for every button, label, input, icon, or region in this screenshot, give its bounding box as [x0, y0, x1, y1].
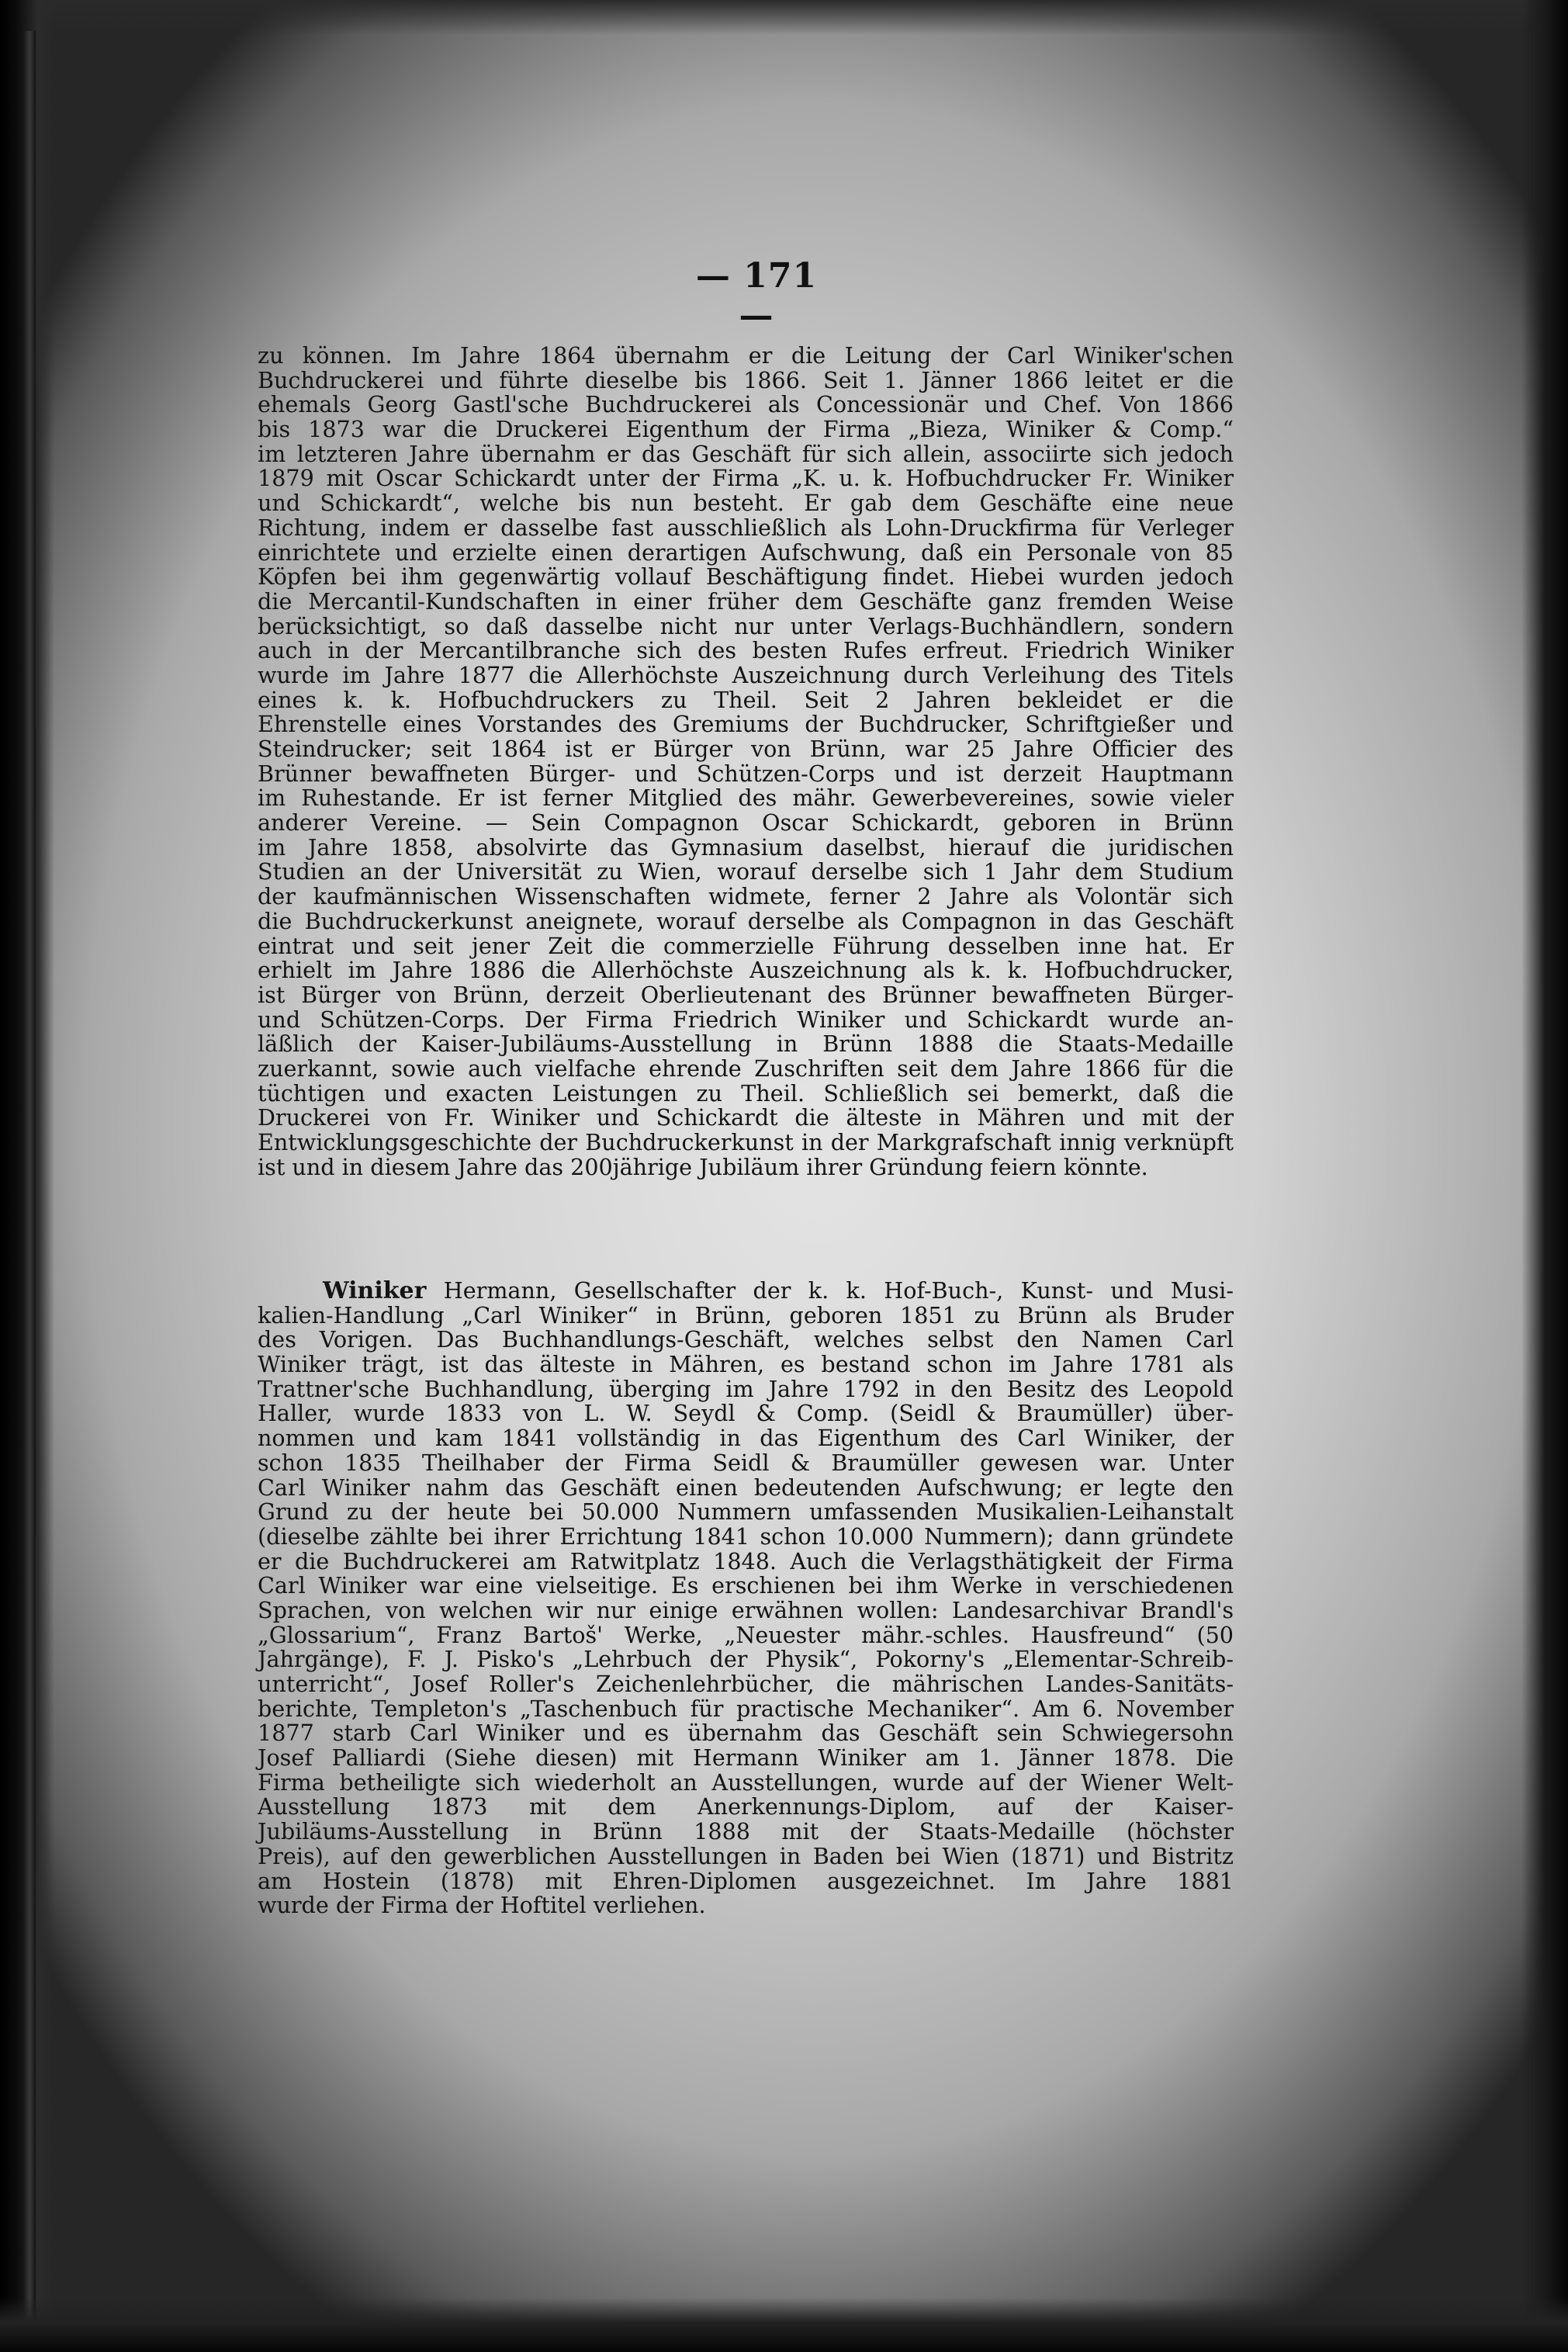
text-line: Jahrgänge), F. J. Pisko's „Lehrbuch der Physik“, Pokorny's „Elementar-Schreib-	[258, 1646, 1234, 1673]
scan-binding-edge	[23, 31, 36, 2320]
text-line: anderer Vereine. — Sein Compagnon Oscar Schickardt, geboren in Brünn	[258, 809, 1234, 837]
text-line: Firma betheiligte sich wiederholt an Ausstellungen, wurde auf der Wiener Welt-	[258, 1768, 1234, 1796]
text-line: wurde im Jahre 1877 die Allerhöchste Auszeichnung durch Verleihung des Titels	[258, 661, 1234, 688]
text-line: und Schickardt“, welche bis nun besteht. Er gab dem Geschäfte eine neue	[258, 490, 1234, 517]
text-line: Carl Winiker war eine vielseitige. Es erschienen bei ihm Werke in verschiedenen	[258, 1572, 1234, 1599]
text-line: Brünner bewaffneten Bürger- und Schützen-Corps und ist derzeit Hauptmann	[258, 760, 1234, 787]
entry-lemma: Winiker	[323, 1277, 427, 1304]
text-line: Sprachen, von welchen wir nur einige erwähnen wollen: Landesarchivar Brandl's	[258, 1596, 1234, 1623]
text-line: die Buchdruckerkunst aneignete, worauf derselbe als Compagnon in das Geschäft	[258, 907, 1234, 934]
scan-shadow-top	[0, 0, 1568, 35]
text-line: ist und in diesem Jahre das 200jährige Jubiläum ihrer Gründung feiern könnte.	[258, 1153, 1148, 1180]
text-line: zuerkannt, sowie auch vielfache ehrende Zuschriften seit dem Jahre 1866 für die	[258, 1055, 1234, 1082]
entry-first-line-text: Hermann, Gesellschafter der k. k. Hof-Buch-, Kunst- und Musi-	[443, 1277, 1234, 1304]
text-line: nommen und kam 1841 vollständig in das Eigenthum des Carl Winiker, der	[258, 1425, 1234, 1452]
entry-first-line	[258, 1279, 1234, 1304]
text-line: bis 1873 war die Druckerei Eigenthum der Firma „Bieza, Winiker & Comp.“	[258, 416, 1234, 443]
page-number: — 171 —	[695, 256, 818, 335]
text-line: Carl Winiker nahm das Geschäft einen bedeutenden Aufschwung; er legte den	[258, 1474, 1234, 1501]
text-line: Haller, wurde 1833 von L. W. Seydl & Comp. (Seidl & Braumüller) über-	[258, 1400, 1234, 1427]
text-line: des Vorigen. Das Buchhandlungs-Geschäft, welches selbst den Namen Carl	[258, 1326, 1234, 1353]
text-line: kalien-Handlung „Carl Winiker“ in Brünn, geboren 1851 zu Brünn als Bruder	[258, 1301, 1234, 1328]
text-line: schon 1835 Theilhaber der Firma Seidl & Braumüller gewesen war. Unter	[258, 1449, 1234, 1476]
text-line: ist Bürger von Brünn, derzeit Oberlieutenant des Brünner bewaffneten Bürger-	[258, 981, 1234, 1008]
text-line: Entwicklungsgeschichte der Buchdruckerkunst in der Markgrafschaft innig verknüpft	[258, 1129, 1234, 1155]
text-line: im Ruhestande. Er ist ferner Mitglied des mähr. Gewerbevereines, sowie vieler	[258, 785, 1234, 812]
text-line: Studien an der Universität zu Wien, worauf derselbe sich 1 Jahr dem Studium	[258, 858, 1234, 885]
text-line: berücksichtigt, so daß dasselbe nicht nur unter Verlags-Buchhändlern, sondern	[258, 612, 1234, 639]
text-line: der kaufmännischen Wissenschaften widmete, ferner 2 Jahre als Volontär sich	[258, 883, 1234, 910]
text-line: läßlich der Kaiser-Jubiläums-Ausstellung in Brünn 1888 die Staats-Medaille	[258, 1031, 1234, 1058]
text-line: Josef Palliardi (Siehe diesen) mit Hermann Winiker am 1. Jänner 1878. Die	[258, 1744, 1234, 1772]
text-line: erhielt im Jahre 1886 die Allerhöchste Auszeichnung als k. k. Hofbuchdrucker,	[258, 957, 1234, 984]
text-line: 1877 starb Carl Winiker und es übernahm das Geschäft sein Schwiegersohn	[258, 1720, 1234, 1747]
text-line: er die Buchdruckerei am Ratwitplatz 1848. Auch die Verlagsthätigkeit der Firma	[258, 1547, 1234, 1574]
text-line: einrichtete und erzielte einen derartigen Aufschwung, daß ein Personale von 85	[258, 539, 1234, 566]
text-line: Grund zu der heute bei 50.000 Nummern umfassenden Musikalien-Leihanstalt	[258, 1498, 1234, 1526]
scan-shadow-right	[1521, 0, 1568, 2352]
text-line: (dieselbe zählte bei ihrer Errichtung 1841 schon 10.000 Nummern); dann gründete	[258, 1522, 1234, 1550]
text-line: und Schützen-Corps. Der Firma Friedrich Winiker und Schickardt wurde an-	[258, 1006, 1234, 1033]
paragraph-winiker-friedrich	[258, 344, 1234, 1179]
text-line: Richtung, indem er dasselbe fast ausschließlich als Lohn-Druckfirma für Verleger	[258, 514, 1234, 541]
text-line: eintrat und seit jener Zeit die commerzielle Führung desselben inne hat. Er	[258, 932, 1234, 959]
text-line: Ehrenstelle eines Vorstandes des Gremiums der Buchdrucker, Schriftgießer und	[258, 711, 1234, 738]
text-line: ehemals Georg Gastl'sche Buchdruckerei als Concessionär und Chef. Von 1866	[258, 391, 1234, 418]
text-line: Steindrucker; seit 1864 ist er Bürger von Brünn, war 25 Jahre Officier des	[258, 736, 1234, 762]
text-line: 1879 mit Oscar Schickardt unter der Firma „K. u. k. Hofbuchdrucker Fr. Winiker	[258, 465, 1234, 492]
text-line: Köpfen bei ihm gegenwärtig vollauf Beschäftigung findet. Hiebei wurden jedoch	[258, 563, 1234, 591]
text-line: Ausstellung 1873 mit dem Anerkennungs-Diplom, auf der Kaiser-	[258, 1793, 1234, 1820]
text-line: am Hostein (1878) mit Ehren-Diplomen ausgezeichnet. Im Jahre 1881	[258, 1867, 1234, 1894]
text-line: auch in der Mercantilbranche sich des besten Rufes erfreut. Friedrich Winiker	[258, 637, 1234, 664]
text-line: im Jahre 1858, absolvirte das Gymnasium daselbst, hierauf die juridischen	[258, 833, 1234, 861]
text-line: eines k. k. Hofbuchdruckers zu Theil. Seit 2 Jahren bekleidet er die	[258, 686, 1234, 713]
text-line: Trattner'sche Buchhandlung, überging im Jahre 1792 in den Besitz des Leopold	[258, 1375, 1234, 1402]
text-line: „Glossarium“, Franz Bartoš' Werke, „Neuester mähr.-schles. Hausfreund“ (50	[258, 1621, 1234, 1648]
text-line: Jubiläums-Ausstellung in Brünn 1888 mit der Staats-Medaille (höchster	[258, 1818, 1234, 1845]
text-line: berichte, Templeton's „Taschenbuch für practische Mechaniker“. Am 6. November	[258, 1695, 1234, 1722]
text-line: Winiker trägt, ist das älteste in Mähren, es bestand schon im Jahre 1781 als	[258, 1351, 1234, 1378]
text-line: Druckerei von Fr. Winiker und Schickardt die älteste in Mähren und mit der	[258, 1104, 1234, 1131]
text-line: wurde der Firma der Hoftitel verliehen.	[258, 1892, 706, 1919]
scan-shadow-bottom	[0, 2298, 1568, 2352]
text-line: im letzteren Jahre übernahm er das Geschäft für sich allein, associirte sich jedoch	[258, 440, 1234, 467]
text-line: Buchdruckerei und führte dieselbe bis 1866. Seit 1. Jänner 1866 leitet er die	[258, 366, 1234, 393]
paragraph-winiker-hermann	[258, 1279, 1234, 1918]
text-line: zu können. Im Jahre 1864 übernahm er die Leitung der Carl Winiker'schen	[258, 342, 1234, 369]
text-line: unterricht“, Josef Roller's Zeichenlehrbücher, die mährischen Landes-Sanitäts-	[258, 1671, 1234, 1697]
text-line: die Mercantil-Kundschaften in einer früher dem Geschäfte ganz fremden Weise	[258, 587, 1234, 615]
text-line: tüchtigen und exacten Leistungen zu Theil. Schließlich sei bemerkt, daß die	[258, 1079, 1234, 1107]
text-line: Preis), auf den gewerblichen Ausstellungen in Baden bei Wien (1871) und Bistritz	[258, 1842, 1234, 1869]
